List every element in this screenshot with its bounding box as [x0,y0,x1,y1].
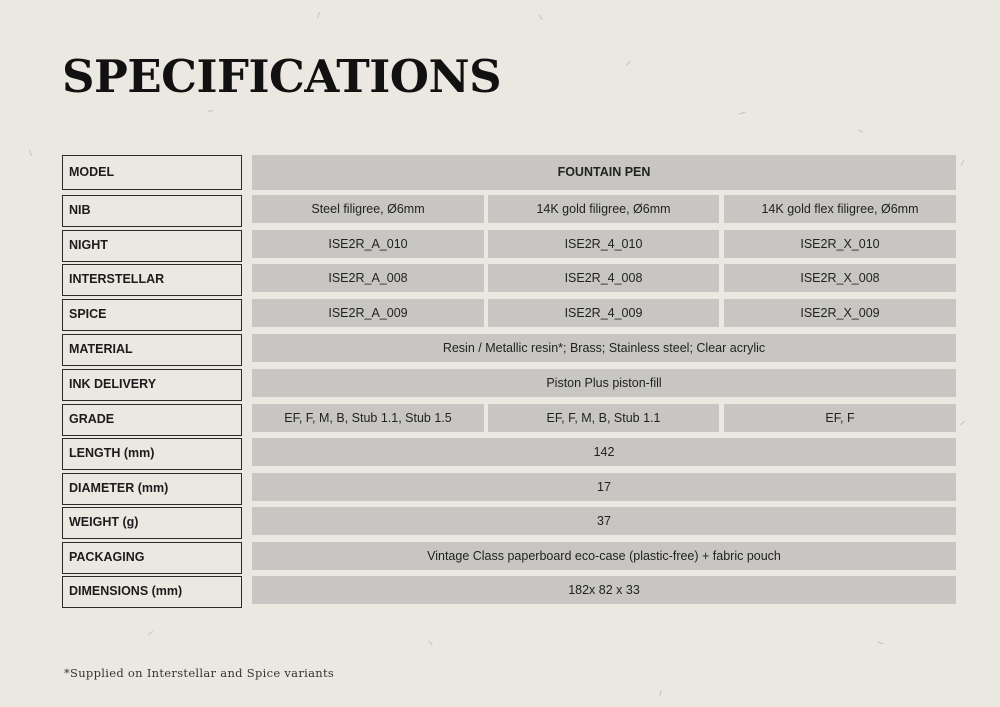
material-value: Resin / Metallic resin*; Brass; Stainless steel; Clear acrylic [252,334,956,362]
paper-speck [740,112,746,115]
row-label-interstellar: INTERSTELLAR [62,264,242,296]
night-code-4: ISE2R_4_010 [488,230,719,258]
night-code-a: ISE2R_A_010 [252,230,484,258]
spec-row-dimensions [62,576,956,604]
grade-value-x: EF, F [724,404,956,432]
dimensions-value: 182x 82 x 33 [252,576,956,604]
spec-row-material [62,334,956,362]
paper-speck [960,421,965,426]
night-code-x: ISE2R_X_010 [724,230,956,258]
nib-value-x: 14K gold flex filigree, Ø6mm [724,195,956,223]
nib-value-a: Steel filigree, Ø6mm [252,195,484,223]
row-label-spice: SPICE [62,299,242,331]
paper-speck [659,690,661,696]
paper-speck [428,640,433,645]
paper-speck [148,631,154,635]
weight-value: 37 [252,507,956,535]
spec-row-night [62,230,956,258]
spec-row-spice [62,299,956,327]
spice-code-a: ISE2R_A_009 [252,299,484,327]
paper-speck [29,150,32,156]
page-title: SPECIFICATIONS [62,50,502,103]
spice-code-x: ISE2R_X_009 [724,299,956,327]
row-label-weight: WEIGHT (g) [62,507,242,539]
paper-speck [626,61,631,66]
spec-row-length [62,438,956,466]
row-label-grade: GRADE [62,404,242,436]
spec-row-weight [62,507,956,535]
paper-speck [858,129,864,133]
row-label-nib: NIB [62,195,242,227]
diameter-value: 17 [252,473,956,501]
paper-speck [317,12,320,18]
row-label-packaging: PACKAGING [62,542,242,574]
spice-code-4: ISE2R_4_009 [488,299,719,327]
grade-value-a: EF, F, M, B, Stub 1.1, Stub 1.5 [252,404,484,432]
row-label-model: MODEL [62,155,242,190]
row-label-material: MATERIAL [62,334,242,366]
spec-row-grade [62,404,956,432]
paper-speck [207,110,213,112]
nib-value-4: 14K gold filigree, Ø6mm [488,195,719,223]
row-label-ink-delivery: INK DELIVERY [62,369,242,401]
ink-delivery-value: Piston Plus piston-fill [252,369,956,397]
interstellar-code-a: ISE2R_A_008 [252,264,484,292]
spec-row-packaging [62,542,956,570]
grade-value-4: EF, F, M, B, Stub 1.1 [488,404,719,432]
packaging-value: Vintage Class paperboard eco-case (plastic-free) + fabric pouch [252,542,956,570]
row-label-night: NIGHT [62,230,242,262]
model-value: FOUNTAIN PEN [252,155,956,190]
spec-row-diameter [62,473,956,501]
spec-row-ink-delivery [62,369,956,397]
spec-row-interstellar [62,264,956,292]
row-label-diameter: DIAMETER (mm) [62,473,242,505]
paper-speck [539,14,543,20]
row-label-length: LENGTH (mm) [62,438,242,470]
paper-speck [961,160,965,166]
spec-row-nib [62,195,956,223]
row-label-dimensions: DIMENSIONS (mm) [62,576,242,608]
length-value: 142 [252,438,956,466]
spec-row-model [62,155,956,183]
interstellar-code-x: ISE2R_X_008 [724,264,956,292]
footnote: *Supplied on Interstellar and Spice variants [64,666,335,680]
paper-speck [878,642,884,645]
interstellar-code-4: ISE2R_4_008 [488,264,719,292]
